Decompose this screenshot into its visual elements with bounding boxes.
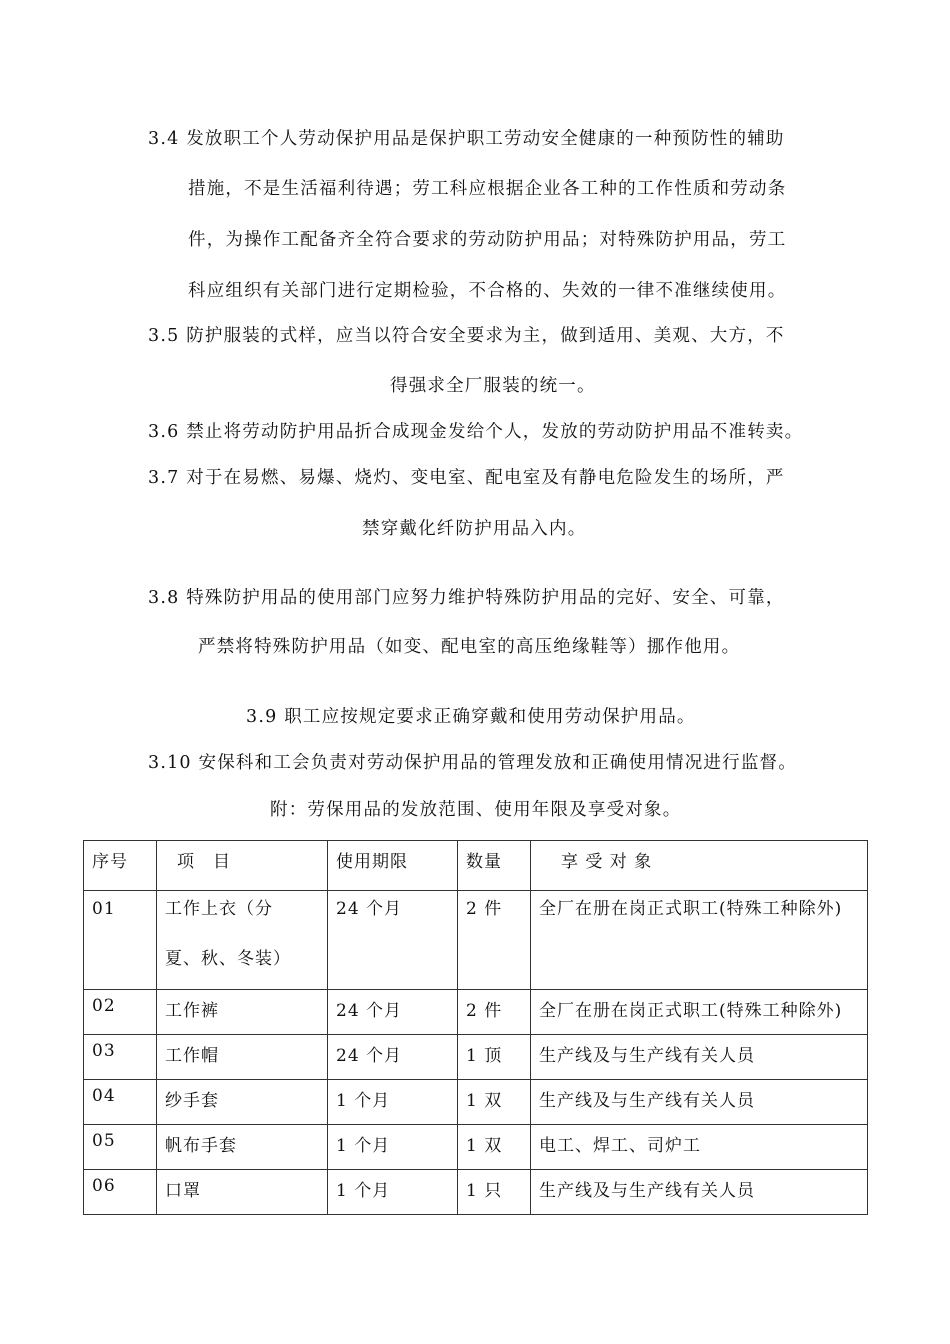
cell-target: 生产线及与生产线有关人员 [531,1170,868,1215]
cell-target: 生产线及与生产线有关人员 [531,1035,868,1080]
table-row [84,990,868,1035]
paragraph-3-6-line-1: 3.6 禁止将劳动防护用品折合成现金发给个人，发放的劳动防护用品不准转卖。 [148,422,804,442]
paragraph-3-8-line-2: 严禁将特殊防护用品（如变、配电室的高压绝缘鞋等）挪作他用。 [198,637,741,657]
cell-item-line-1: 工作上衣（分 [165,899,273,919]
paragraph-3-5-line-1: 3.5 防护服装的式样，应当以符合安全要求为主，做到适用、美观、大方，不 [148,326,785,346]
table-row [84,1035,868,1080]
header-period: 使用期限 [328,841,458,891]
table-row [84,1125,868,1170]
cell-qty: 1 双 [458,1125,531,1170]
cell-period: 1 个月 [328,1125,458,1170]
cell-qty: 1 双 [458,1080,531,1125]
cell-target: 全厂在册在岗正式职工(特殊工种除外) [531,891,868,990]
cell-period: 1 个月 [328,1170,458,1215]
header-item: 项 目 [157,841,328,891]
cell-item: 工作裤 [157,990,328,1035]
protective-equipment-table [83,840,868,1215]
paragraph-3-7-line-1: 3.7 对于在易燃、易爆、烧灼、变电室、配电室及有静电危险发生的场所，严 [148,468,785,488]
table-row [84,1170,868,1215]
table-row [84,891,868,990]
cell-no: 05 [84,1125,157,1170]
cell-qty: 2 件 [458,990,531,1035]
cell-no: 01 [84,891,157,990]
cell-no: 06 [84,1170,157,1215]
paragraph-3-4-line-4: 科应组织有关部门进行定期检验，不合格的、失效的一律不准继续使用。 [188,281,787,301]
cell-no: 04 [84,1080,157,1125]
cell-period: 24 个月 [328,891,458,990]
cell-target: 电工、焊工、司炉工 [531,1125,868,1170]
cell-qty: 1 只 [458,1170,531,1215]
cell-item-line-2: 夏、秋、冬装） [165,949,291,969]
cell-target: 全厂在册在岗正式职工(特殊工种除外) [531,990,868,1035]
paragraph-3-8-line-1: 3.8 特殊防护用品的使用部门应努力维护特殊防护用品的完好、安全、可靠， [148,588,785,608]
paragraph-3-7-line-2: 禁穿戴化纤防护用品入内。 [362,519,587,539]
cell-no: 02 [84,990,157,1035]
cell-no: 03 [84,1035,157,1080]
paragraph-3-10-line-1: 3.10 安保科和工会负责对劳动保护用品的管理发放和正确使用情况进行监督。 [148,753,797,773]
paragraph-3-5-line-2: 得强求全厂服装的统一。 [390,376,596,396]
table-header-row [84,841,868,891]
cell-qty: 2 件 [458,891,531,990]
cell-period: 24 个月 [328,990,458,1035]
header-target: 享 受 对 象 [531,841,868,891]
cell-period: 1 个月 [328,1080,458,1125]
cell-item [157,891,328,990]
cell-period: 24 个月 [328,1035,458,1080]
table-row [84,1080,868,1125]
cell-item: 帆布手套 [157,1125,328,1170]
cell-item: 工作帽 [157,1035,328,1080]
appendix-caption: 附：劳保用品的发放范围、使用年限及享受对象。 [270,800,682,820]
paragraph-3-9-line-1: 3.9 职工应按规定要求正确穿戴和使用劳动保护用品。 [246,707,696,727]
paragraph-3-4-line-1: 3.4 发放职工个人劳动保护用品是保护职工劳动安全健康的一种预防性的辅助 [148,129,785,149]
cell-item: 口罩 [157,1170,328,1215]
cell-qty: 1 顶 [458,1035,531,1080]
header-no: 序号 [84,841,157,891]
cell-target: 生产线及与生产线有关人员 [531,1080,868,1125]
paragraph-3-4-line-3: 件，为操作工配备齐全符合要求的劳动防护用品；对特殊防护用品，劳工 [188,230,787,250]
header-qty: 数量 [458,841,531,891]
cell-item: 纱手套 [157,1080,328,1125]
paragraph-3-4-line-2: 措施，不是生活福利待遇；劳工科应根据企业各工种的工作性质和劳动条 [188,179,787,199]
